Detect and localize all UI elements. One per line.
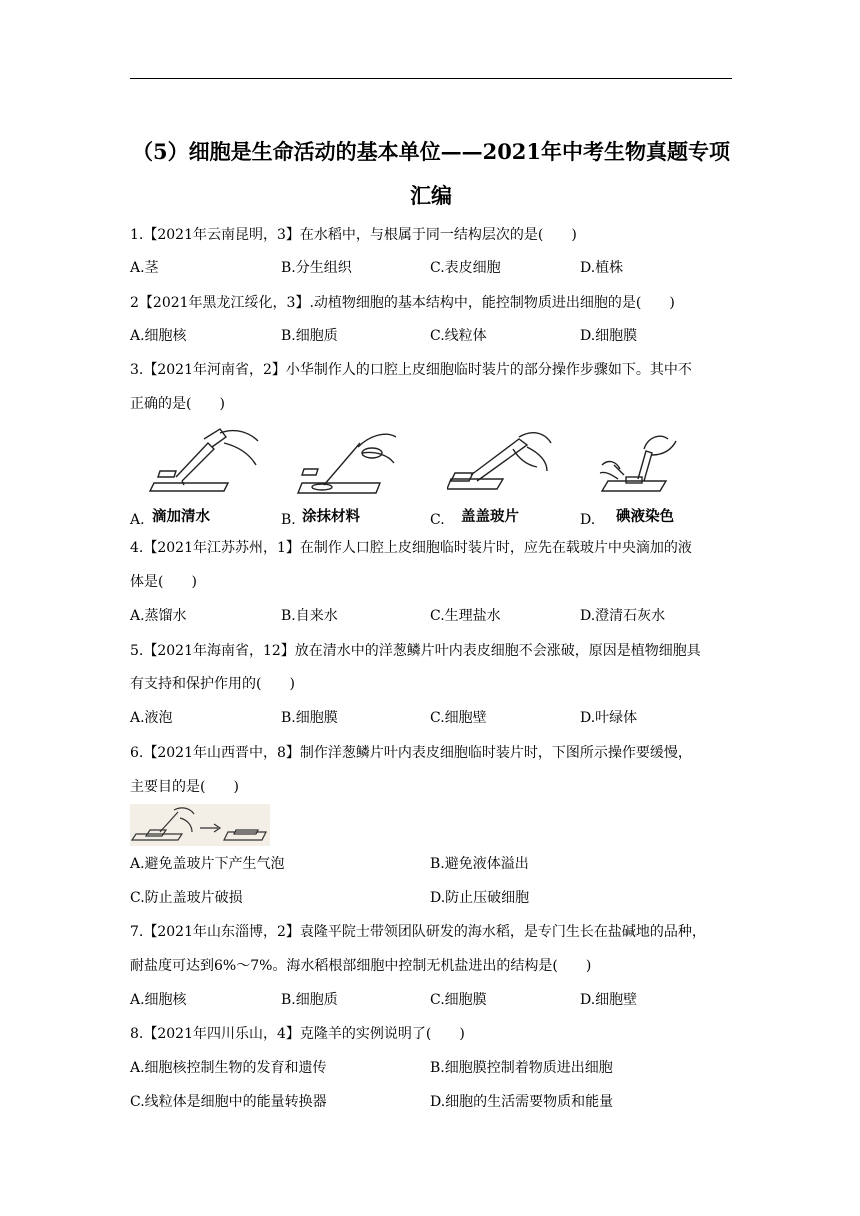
question-1-option-c: C.表皮细胞 [430, 260, 501, 276]
question-7-stem-line-2: 耐盐度可达到6%～7%。海水稻根部细胞中控制无机盐进出的结构是( ) [130, 958, 592, 974]
question-3-stem-line-2: 正确的是( ) [130, 396, 225, 412]
question-8-stem: 8.【2021年四川乐山，4】克隆羊的实例说明了( ) [130, 1026, 465, 1042]
question-6-option-c: C.防止盖玻片破损 [130, 890, 243, 906]
figure-step-a-letter: A. [130, 512, 145, 528]
question-7-option-c: C.细胞膜 [430, 992, 487, 1008]
dropper-slide-illustration [146, 425, 266, 505]
figure-step-a [146, 425, 266, 525]
question-5-option-c: C.细胞壁 [430, 710, 487, 726]
question-6-option-d: D.防止压破细胞 [430, 890, 530, 906]
question-2-option-b: B.细胞质 [281, 328, 338, 344]
figure-step-d [598, 425, 708, 525]
document-title-line-1: （5）细胞是生命活动的基本单位——2021年中考生物真题专项 [131, 139, 731, 164]
question-8-option-c: C.线粒体是细胞中的能量转换器 [130, 1094, 327, 1110]
question-1-option-a: A.茎 [130, 260, 159, 276]
question-6-option-a: A.避免盖玻片下产生气泡 [130, 856, 285, 872]
figure-step-b-letter: B. [281, 512, 296, 528]
question-5-option-b: B.细胞膜 [281, 710, 338, 726]
question-7-option-b: B.细胞质 [281, 992, 338, 1008]
figure-step-b [296, 425, 406, 525]
question-4-option-c: C.生理盐水 [430, 608, 501, 624]
question-5-stem-line-2: 有支持和保护作用的( ) [130, 676, 295, 692]
question-5-option-a: A.液泡 [130, 710, 173, 726]
figure-step-d-caption: 碘液染色 [616, 509, 674, 525]
question-3-stem-line-1: 3.【2021年河南省，2】小华制作人的口腔上皮细胞临时装片的部分操作步骤如下。其中不 [130, 362, 692, 378]
question-1-stem: 1.【2021年云南昆明，3】在水稻中，与根属于同一结构层次的是( ) [130, 227, 577, 243]
document-title-line-2: 汇编 [410, 183, 452, 208]
question-2-option-c: C.线粒体 [430, 328, 487, 344]
cover-slip-lowering-illustration [130, 804, 270, 846]
question-5-stem-line-1: 5.【2021年海南省，12】放在清水中的洋葱鳞片叶内表皮细胞不会涨破，原因是植物细胞具 [130, 643, 701, 659]
question-1-option-d: D.植株 [580, 260, 624, 276]
question-6-option-b: B.避免液体溢出 [430, 856, 529, 872]
question-2-option-a: A.细胞核 [130, 328, 187, 344]
figure-step-a-caption: 滴加清水 [152, 509, 210, 525]
figure-step-d-letter: D. [580, 512, 596, 528]
question-7-stem-line-1: 7.【2021年山东淄博，2】袁隆平院士带领团队研发的海水稻，是专门生长在盐碱地的品种， [130, 924, 706, 940]
question-4-stem-line-2: 体是( ) [130, 574, 197, 590]
figure-step-c [447, 425, 557, 525]
question-4-stem-line-1: 4.【2021年江苏苏州，1】在制作人口腔上皮细胞临时装片时，应先在载玻片中央滴加的液 [130, 540, 692, 556]
figure-step-b-caption: 涂抹材料 [302, 509, 360, 525]
question-1-option-b: B.分生组织 [281, 260, 352, 276]
question-7-option-d: D.细胞壁 [580, 992, 638, 1008]
question-4-option-d: D.澄清石灰水 [580, 608, 666, 624]
question-7-option-a: A.细胞核 [130, 992, 187, 1008]
question-2-stem: 2【2021年黑龙江绥化，3】.动植物细胞的基本结构中，能控制物质进出细胞的是( ) [130, 295, 675, 311]
cover-slip-illustration [447, 425, 557, 505]
figure-step-c-letter: C. [430, 512, 445, 528]
question-4-option-a: A.蒸馏水 [130, 608, 187, 624]
question-4-option-b: B.自来水 [281, 608, 338, 624]
header-rule [130, 78, 732, 79]
question-6-figure [130, 804, 270, 846]
question-8-option-a: A.细胞核控制生物的发育和遗传 [130, 1060, 327, 1076]
question-5-option-d: D.叶绿体 [580, 710, 638, 726]
question-8-option-d: D.细胞的生活需要物质和能量 [430, 1094, 614, 1110]
question-6-stem-line-2: 主要目的是( ) [130, 779, 239, 795]
question-2-option-d: D.细胞膜 [580, 328, 638, 344]
question-6-stem-line-1: 6.【2021年山西晋中，8】制作洋葱鳞片叶内表皮细胞临时装片时，下图所示操作要缓慢， [130, 745, 692, 761]
figure-step-c-caption: 盖盖玻片 [461, 509, 519, 525]
iodine-stain-illustration [598, 425, 708, 505]
toothpick-smear-illustration [296, 425, 406, 505]
question-8-option-b: B.细胞膜控制着物质进出细胞 [430, 1060, 613, 1076]
